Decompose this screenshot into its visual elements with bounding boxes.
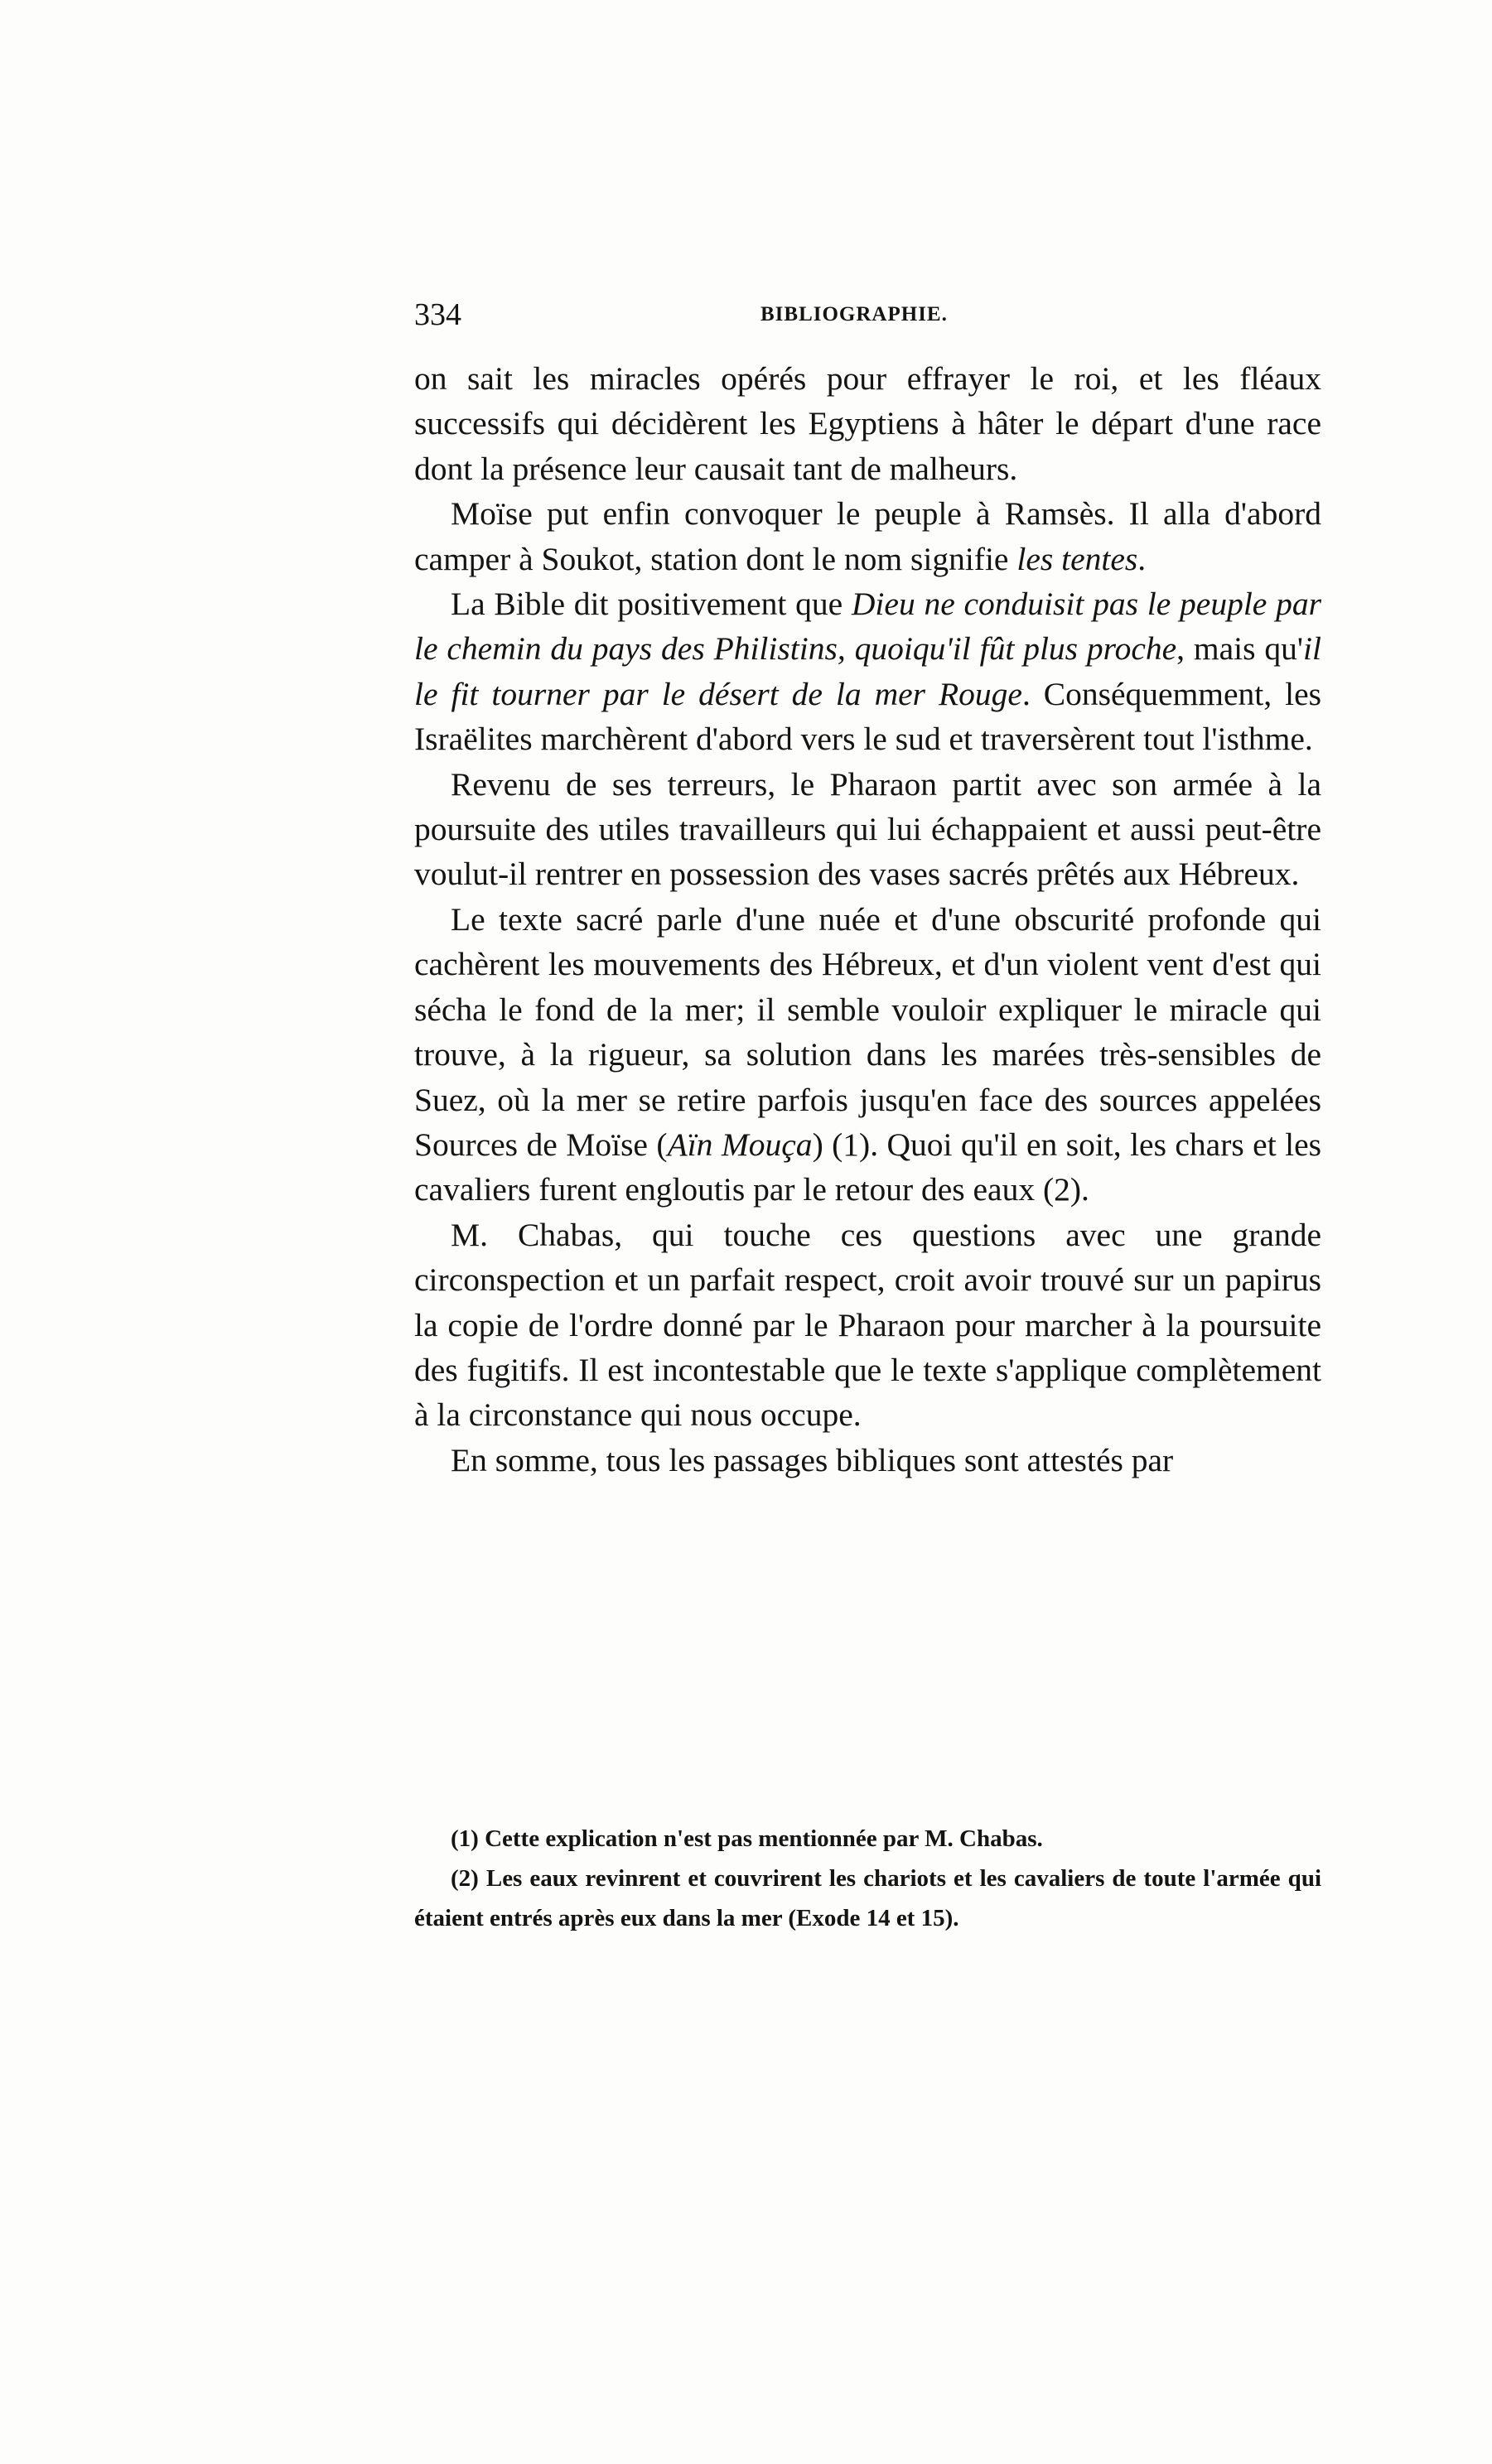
paragraph-2-italic-a: les tentes <box>1016 540 1138 577</box>
paragraph-3-italic-a: Dieu ne conduisit pas le peuple par le chemin du pays des Philistins, quoiqu'il fût plus proche <box>414 586 1321 668</box>
paragraph-2-text-b: . <box>1137 540 1147 577</box>
footnote-1: (1) Cette explication n'est pas mentionnée par M. Chabas. <box>451 1825 1043 1852</box>
paragraph-5-text-a: Le texte sacré parle d'une nuée et d'une obscurité profonde qui cachèrent les mouvements des Hébreux, et d'un violent vent d'est qui sécha le fond de la mer; il semble vouloir expliquer le miracle qui trouve, à la rigueur, sa solution dans les marées très-sensibles de Suez, où la mer se retire parfois jusqu'en face des sources appelées Sources de Moïse ( <box>414 900 1321 1163</box>
running-head-title: BIBLIOGRAPHIE. <box>760 303 948 325</box>
paragraph-3 <box>414 581 1321 762</box>
paragraph-6 <box>414 1213 1321 1438</box>
paragraph-4-text: Revenu de ses terreurs, le Pharaon partit avec son armée à la poursuite des utiles travailleurs qui lui échappaient et aussi peut-être voulut-il rentrer en possession des vases sacrés prêtés aux Hébreux. <box>414 765 1321 893</box>
paragraph-3-text-c: . Conséquemment, les Israëlites marchèrent d'abord vers le sud et traversèrent tout l'isthme. <box>414 675 1321 758</box>
paragraph-5-text-b: ) (1). Quoi qu'il en soit, les chars et les cavaliers furent engloutis par le retour des eaux (2). <box>414 1126 1322 1208</box>
footnote-2: (2) Les eaux revinrent et couvrirent les chariots et les cavaliers de toute l'armée qui étaient entrés après eux dans la mer (Exode 14 et 15). <box>414 1865 1321 1931</box>
footnotes <box>414 1819 1321 1938</box>
paragraph-4 <box>414 762 1321 897</box>
paragraph-1 <box>414 356 1321 491</box>
body-text <box>414 356 1321 1483</box>
paragraph-3-text-b: , mais qu' <box>1176 630 1304 668</box>
paragraph-7-text: En somme, tous les passages bibliques sont attestés par <box>451 1441 1174 1478</box>
paragraph-7 <box>414 1438 1321 1483</box>
paragraph-1-text: on sait les miracles opérés pour effrayer le roi, et les fléaux successifs qui décidèrent les Egyptiens à hâter le départ d'une race dont la présence leur causait tant de malheurs. <box>414 360 1321 487</box>
paragraph-3-text-a: La Bible dit positivement que <box>451 586 852 623</box>
paragraph-3-italic-b: il le fit tourner par le désert de la mer Rouge <box>414 630 1321 712</box>
paragraph-2-text-a: Moïse put enfin convoquer le peuple à Ramsès. Il alla d'abord camper à Soukot, station dont le nom signifie <box>414 495 1321 577</box>
page-number: 334 <box>414 297 461 332</box>
paragraph-2 <box>414 491 1321 581</box>
running-head <box>414 297 1325 346</box>
paragraph-5-italic-a: Aïn Mouça <box>667 1126 813 1163</box>
paragraph-5 <box>414 897 1321 1213</box>
paragraph-6-text: M. Chabas, qui touche ces questions avec une grande circonspection et un parfait respect, croit avoir trouvé sur un papirus la copie de l'ordre donné par le Pharaon pour marcher à la poursuite des fugitifs. Il est incontestable que le texte s'applique complètement à la circonstance qui nous occupe. <box>414 1216 1321 1434</box>
